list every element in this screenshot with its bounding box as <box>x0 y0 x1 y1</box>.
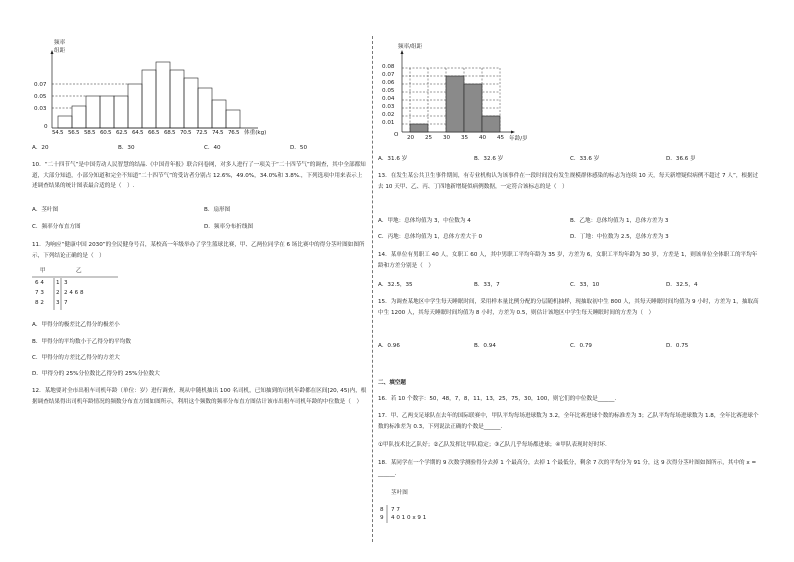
q10-option-b: B．扇形图 <box>204 207 231 213</box>
chart1-xtick: 66.5 <box>148 130 160 136</box>
chart1-bar <box>198 88 212 128</box>
chart2-ytick: 0.06 <box>382 80 395 86</box>
q10-text: 10．“二十四节气”是中国劳动人民智慧的结晶.《中国青年报》联合问卷网，对多人进行了一项关于“二十四节气”的调查，其中全部都知道，大部分知道，小部分知道和完全不知道“二十四节气”的受访者分别占 12.6%，49.0%，34.0%和 3.8%.，下列选项中用来表示上述调查结果的统计图表最合适的是（ ）. <box>32 162 366 189</box>
chart1-xtick: 70.5 <box>180 130 192 136</box>
chart2-ytick: 0.02 <box>382 112 395 118</box>
q15-option-a: A．0.96 <box>378 343 400 349</box>
stemleaf-caption: 茎叶图 <box>391 490 408 496</box>
chart1-ylabel-top: 频率 <box>54 40 66 46</box>
chart2-ytick: 0.07 <box>382 72 395 78</box>
chart1-xtick: 56.5 <box>68 130 80 136</box>
q10-option-d: D．频率分布折线图 <box>204 224 254 230</box>
stemleaf-leaves: 4 0 1 0 x 9 1 <box>391 515 427 521</box>
q10-option-c: C．频率分布直方图 <box>32 224 81 230</box>
chart2-ylabel: 频率/组距 <box>398 44 423 50</box>
stemleaf-stem: 1 <box>56 280 60 286</box>
stemleaf-left-leaves: 8 2 <box>35 300 44 306</box>
chart2-xtick: 20 <box>407 135 415 141</box>
chart1-xtick: 58.5 <box>84 130 96 136</box>
stemleaf-right-leaves: 2 4 6 8 <box>64 290 84 296</box>
q13-text: 13．在发生某公共卫生事件期间，有专业机构认为该事件在一段时间没有发生规模群体感染的标志为连续 10 天，每天新增疑似病例不超过 7 人”，根据过去 10 天甲、乙、丙、丁四地新增疑似病例数据，一定符合该标志的是（ ） <box>378 173 759 190</box>
chart2-ytick: 0.05 <box>382 88 395 94</box>
q10-option-a: A．茎叶图 <box>32 207 59 213</box>
q9-option-a: A．20 <box>32 145 49 151</box>
chart1-ytick: 0.05 <box>34 94 47 100</box>
q16-text: 16．若 10 个数字：50，48，7，8，11，13，25，75，30，100，则它们的中位数是______. <box>378 396 617 402</box>
q15-option-c: C．0.79 <box>570 343 592 349</box>
stemleaf-leaves: 7 7 <box>391 507 400 513</box>
q11-option-a: A．甲得分的极差比乙得分的极差小 <box>32 322 120 328</box>
chart2-ytick: 0.08 <box>382 64 395 70</box>
q14-text: 14．某单位有男职工 40 人，女职工 60 人，其中男职工平均年龄为 35 岁，方差为 6，女职工平均年龄为 30 岁，方差是 1，则该单位全体职工的平均年龄和方差分别是（ ） <box>378 252 758 269</box>
q15-option-b: B．0.94 <box>474 343 496 349</box>
q14-option-a: A．32.5，35 <box>378 282 413 288</box>
chart2-origin: O <box>394 132 399 138</box>
q11-text: 11．为响应“健康中国 2030”的全民健身号召，某校高一年级举办了学生篮球比赛，甲、乙两位同学在 6 场比赛中的得分茎叶图如图所示，下列结论正确的是（ ） <box>32 242 365 259</box>
chart1-xunit: 体重(kg) <box>244 130 267 136</box>
q13-option-b: B．乙地：总体均值为 1，总体方差为 3 <box>570 218 669 224</box>
chart2-xtick: 30 <box>443 135 451 141</box>
chart1-xtick: 54.5 <box>52 130 64 136</box>
q15-text: 15．为调查某地区中学生每天睡眠时间，采用样本量比例分配的分层随机抽样，现抽取初中生 800 人，其每天睡眠时间均值为 9 小时，方差为 1，抽取高中生 1200 人，其每天睡眠时间均值为 8 小时，方差为 0.5，则估计该地区中学生每天睡眠时间的方差为（ ） <box>378 299 759 316</box>
column-divider <box>372 36 373 542</box>
chart2-bar <box>464 84 482 132</box>
q14-option-b: B．33，7 <box>474 282 500 288</box>
q13-option-a: A．甲地：总体均值为 3，中位数为 4 <box>378 218 471 224</box>
q13-option-d: D．丁地：中位数为 2.5，总体方差为 3 <box>570 234 669 240</box>
right-column <box>378 0 766 562</box>
left-column <box>28 0 373 562</box>
chart1-xtick: 68.5 <box>164 130 176 136</box>
q17-statements: ①甲队技术比乙队好；②乙队发挥比甲队稳定；③乙队几乎每场都进球；④甲队表现时好时坏. <box>378 442 607 448</box>
q9-option-b: B．30 <box>118 145 135 151</box>
chart1-bar <box>156 62 170 128</box>
chart1-xtick: 76.5 <box>228 130 240 136</box>
chart2-xunit: 年龄/岁 <box>509 136 528 142</box>
chart2-ytick: 0.01 <box>382 120 395 126</box>
q11-option-c: C．甲得分的方差比乙得分的方差大 <box>32 355 120 361</box>
q9-option-c: C．40 <box>204 145 221 151</box>
q18-stemleaf-line <box>378 0 438 530</box>
stemleaf-stem: 3 <box>56 300 60 306</box>
stemleaf-lines <box>28 0 148 320</box>
chart1-ytick: 0.07 <box>34 82 47 88</box>
chart2-xtick: 25 <box>425 135 433 141</box>
q12-text: 12．某地要对全市出租车司机年龄（单位：岁）进行调查，现从中随机抽出 100 名司机，已知抽到的司机年龄都在区间[20, 45)内，根据调查结果得出司机年龄情况的频数分布直方图如图所示，利用这个频数的频率分布直方图估计该市出租车司机年龄的中位数是（ ） <box>32 388 367 405</box>
q11-option-d: D．甲得分的 25%分位数比乙得分的 25%分位数大 <box>32 371 160 377</box>
stemleaf-right-leaves: 3 <box>64 280 68 286</box>
section-heading-fill-blank: 二、填空题 <box>378 380 406 386</box>
q12-option-a: A．31.6 岁 <box>378 156 408 162</box>
q12-option-c: C．33.6 岁 <box>570 156 600 162</box>
chart1-bar <box>212 100 226 128</box>
stemleaf-right-leaves: 7 <box>64 300 68 306</box>
chart1-ytick: 0.03 <box>34 106 47 112</box>
chart1-ylabel-bottom: 组距 <box>54 48 66 54</box>
q12-option-b: B．32.6 岁 <box>474 156 504 162</box>
chart1-bar <box>184 78 198 128</box>
chart2-ytick: 0.03 <box>382 104 395 110</box>
chart1-xtick: 72.5 <box>196 130 208 136</box>
chart2-xtick: 35 <box>461 135 469 141</box>
chart1-bar <box>226 110 240 128</box>
q18-text: 18．某同学在一个学期的 9 次数学测验得分去掉 1 个最高分，去掉 1 个最低分，剩余 7 次的平均分为 91 分，这 9 次得分茎叶图如图所示，其中的 x = ______. <box>378 460 757 477</box>
stemleaf-left-leaves: 7 3 <box>35 290 44 296</box>
stemleaf-stem: 2 <box>56 290 60 296</box>
stemleaf-stem: 8 <box>380 507 384 513</box>
chart1-bar <box>170 70 184 128</box>
q17-text: 17．甲、乙两支足球队在去年的国际联赛中，甲队平均每场进球数为 3.2，全年比赛进球个数的标准差为 3；乙队平均每场进球数为 1.8，全年比赛进球个数的标准差为 0.3，下列说法正确的个数是______. <box>378 413 759 430</box>
stemleaf-stem: 9 <box>380 515 384 521</box>
q12-option-d: D．36.6 岁 <box>666 156 696 162</box>
stemleaf-header-left: 甲 <box>40 268 46 274</box>
chart2-bar <box>446 76 464 132</box>
q9-option-d: D．50 <box>290 145 308 151</box>
stemleaf-header-right: 乙 <box>76 268 82 274</box>
q15-option-d: D．0.75 <box>666 343 689 349</box>
chart2-xtick: 40 <box>479 135 487 141</box>
chart2-x-arrow <box>511 131 515 134</box>
chart1-xtick: 62.5 <box>116 130 128 136</box>
chart2-bar <box>482 116 500 132</box>
stemleaf-left-leaves: 6 4 <box>35 280 44 286</box>
chart1-xtick: 60.5 <box>100 130 112 136</box>
chart2-ytick: 0.04 <box>382 96 395 102</box>
chart1-xtick: 74.5 <box>212 130 224 136</box>
chart1-origin: 0 <box>44 124 48 130</box>
q13-option-c: C．丙地：总体均值为 1，总体方差大于 0 <box>378 234 483 240</box>
q14-option-d: D．32.5，4 <box>666 282 698 288</box>
chart2-xtick: 45 <box>497 135 505 141</box>
chart1-xtick: 64.5 <box>132 130 144 136</box>
q11-option-b: B．甲得分的平均数小于乙得分的平均数 <box>32 339 131 345</box>
q14-option-c: C．33，10 <box>570 282 600 288</box>
